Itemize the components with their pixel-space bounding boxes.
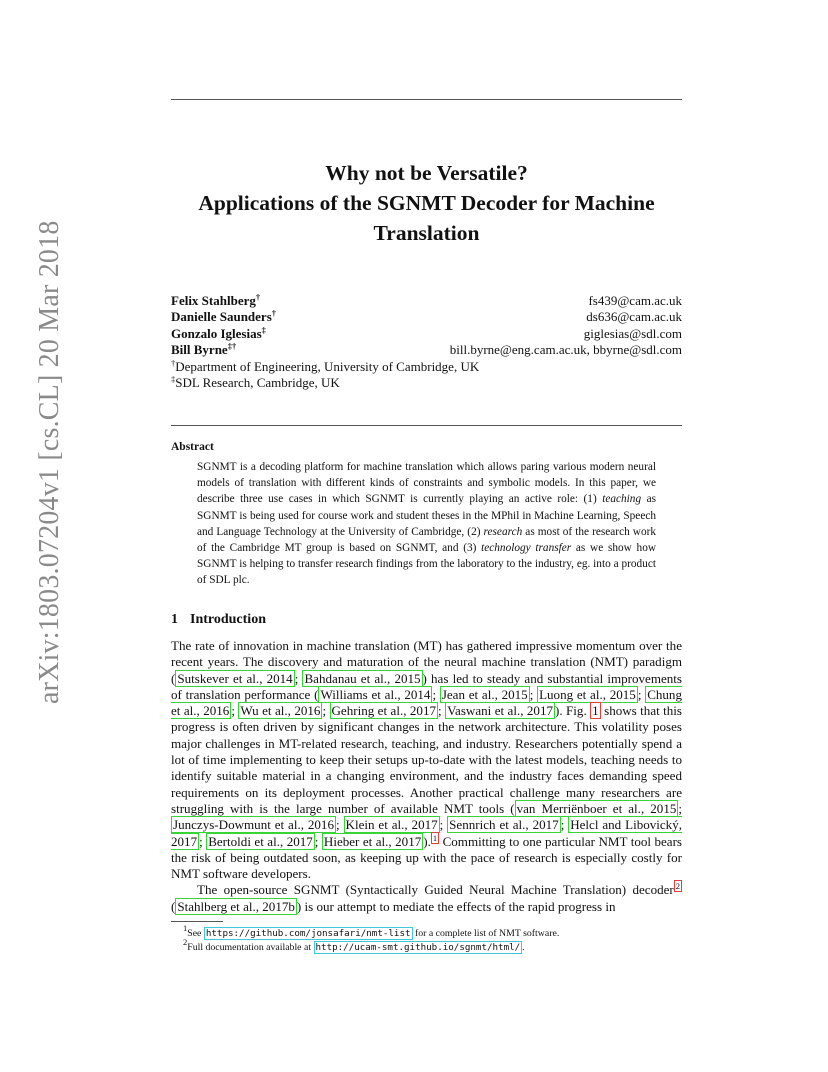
citation-link[interactable]: Gehring et al., 2017 — [331, 703, 436, 719]
citation-link[interactable]: Klein et al., 2017 — [345, 817, 438, 833]
author-email[interactable]: giglesias@sdl.com — [583, 326, 682, 341]
footnote: $^1$See https://github.com/jonsafari/nmt-list for a complete list of NMT software. — [183, 923, 560, 939]
author-row — [171, 293, 682, 309]
footnote-link[interactable]: 2 — [675, 881, 680, 892]
author-email[interactable]: fs439@cam.ac.uk — [588, 293, 682, 308]
author-name: Gonzalo Iglesias‡ — [171, 325, 266, 341]
abstract-text: SGNMT is a decoding platform for machine translation which allows paring various modern neural models of translation with different kinds of constraints and symbolic models. In this paper, we describe three use cases in which SGNMT is currently playing an active role: (1) teaching as SGNMT is being used for course work and student theses in the MPhil in Machine Learning, Speech and Language Technology at the University of Cambridge, (2) research as most of the research work of the Cambridge MT group is based on SGNMT, and (3) technology transfer as we show how SGNMT is helping to transfer research findings from the laboratory to the industry, eg. into a product of SDL plc. — [197, 461, 656, 587]
abstract-rule — [171, 425, 682, 426]
author-row — [171, 342, 682, 358]
paper-title — [171, 158, 682, 248]
title-line-3: Translation — [373, 221, 480, 245]
citation-link[interactable]: Bertoldi et al., 2017 — [208, 833, 313, 849]
footnote-rule — [171, 921, 223, 922]
title-line-2: Applications of the SGNMT Decoder for Machine — [198, 191, 655, 215]
section-heading: 1 Introduction — [171, 612, 266, 627]
arxiv-identifier: arXiv:1803.07204v1 [cs.CL] 20 Mar 2018 — [34, 220, 65, 704]
footnote-url-link[interactable]: http://ucam-smt.github.io/sgnmt/html/ — [315, 942, 521, 953]
citation-link[interactable]: Hieber et al., 2017 — [323, 833, 422, 849]
citation-link[interactable]: Helcl and Libovický, 2017 — [171, 817, 682, 849]
affiliation: ‡SDL Research, Cambridge, UK — [171, 374, 340, 390]
citation-link[interactable]: Sennrich et al., 2017 — [449, 817, 559, 833]
citation-link[interactable]: Junczys-Dowmunt et al., 2016 — [173, 817, 334, 833]
author-name: Danielle Saunders† — [171, 308, 277, 324]
paragraph: The open-source SGNMT (Syntactically Guided Neural Machine Translation) decoder $^2$ ( Stahlberg et al., 2017b ) is our attempt to mediate the effects of the rapid progress in — [171, 881, 680, 914]
title-line-1: Why not be Versatile? — [325, 161, 528, 185]
top-rule — [171, 99, 682, 100]
author-row — [171, 326, 682, 342]
author-email[interactable]: ds636@cam.ac.uk — [586, 309, 682, 324]
citation-link[interactable]: Bahdanau et al., 2015 — [304, 670, 421, 686]
affiliation: †Department of Engineering, University of Cambridge, UK — [171, 358, 480, 374]
abstract-heading: Abstract — [171, 441, 214, 453]
citation-link[interactable]: Chung et al., 2016 — [171, 686, 682, 719]
author-name: Felix Stahlberg† — [171, 292, 261, 308]
footnote-url-link[interactable]: https://github.com/jonsafari/nmt-list — [205, 928, 411, 939]
citation-link[interactable]: Wu et al., 2016 — [240, 703, 321, 719]
citation-link[interactable]: Vaswani et al., 2017 — [447, 703, 554, 719]
introduction-body — [171, 638, 682, 915]
author-row — [171, 309, 682, 325]
figure-link[interactable]: 1 — [592, 703, 599, 719]
footnote-link[interactable]: 1 — [432, 832, 438, 843]
citation-link[interactable]: Stahlberg et al., 2017b — [177, 898, 295, 914]
citation-link[interactable]: van Merriënboer et al., 2015 — [516, 800, 677, 816]
author-name: Bill Byrne‡† — [171, 341, 237, 357]
footnote: $^2$Full documentation available at http://ucam-smt.github.io/sgnmt/html/ . — [183, 937, 525, 953]
citation-link[interactable]: Luong et al., 2015 — [539, 686, 636, 702]
paragraph: The rate of innovation in machine translation (MT) has gathered impressive momentum over the recent years. The discovery and maturation of the neural machine translation (NMT) paradigm ( Sutskever et al., 2014 ; Bahdanau et al., 2015 ) has led to steady and substantial improvements of translation performance ( Williams et al., 2014 ; Jean et al., 2015 ; Luong et al., 2015 ; Chung et al., 2016 ; Wu et al., 2016 ; Gehring et al., 2017 ; Vaswani et al., 2017 ). Fig. 1 shows that this progress is often driven by significant changes in the network architecture. This volatility poses major challenges in MT-related research, teaching, and industry. Researchers potentially spend a lot of time implementing to keep their setups up-to-date with the latest models, teaching needs to identify suitable material in a changing environment, and the industry faces demanding speed requirements on its deployment processes. Another practical challenge many researchers are struggling with is the large number of available NMT tools ( van Merriënboer et al., 2015 ; Junczys-Dowmunt et al., 2016 ; Klein et al., 2017 ; Sennrich et al., 2017 ; Helcl and Libovický, 2017 ; Bertoldi et al., 2017 ; Hieber et al., 2017 ). $^1$ Committing to one particular NMT tool bears the risk of being outdated soon, as keeping up with the pace of research is especially costly for NMT software developers. — [171, 638, 683, 882]
citation-link[interactable]: Williams et al., 2014 — [320, 686, 431, 702]
citation-link[interactable]: Sutskever et al., 2014 — [177, 670, 293, 686]
author-email[interactable]: bill.byrne@eng.cam.ac.uk, bbyrne@sdl.com — [449, 342, 682, 357]
citation-link[interactable]: Jean et al., 2015 — [441, 686, 528, 702]
